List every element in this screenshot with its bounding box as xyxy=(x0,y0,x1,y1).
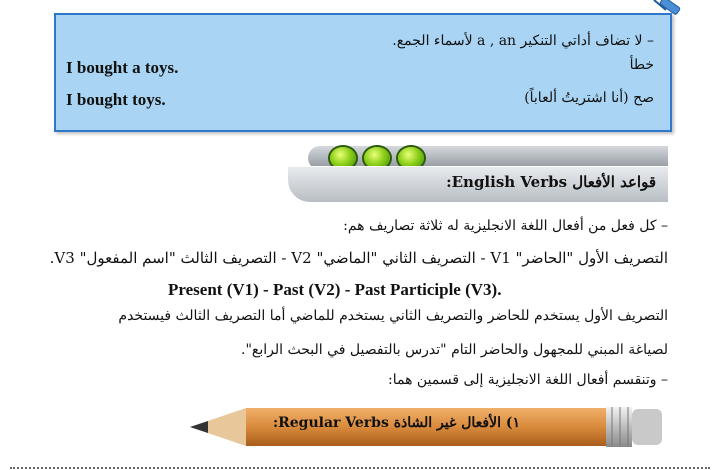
verbs-forms-usage-2: لصياغة المبني للمجهول والحاضر التام "تدرس بالتفصيل في البحث الرابع". xyxy=(241,342,668,358)
verbs-forms-usage-1: التصريف الأول يستخدم للحاضر والتصريف الثاني يستخدم للماضي أما التصريف الثالث فيستخدم xyxy=(118,308,668,324)
wrong-example: I bought a toys. xyxy=(66,58,179,77)
regular-verbs-label: ١) الأفعال غير الشاذة Regular Verbs: xyxy=(272,415,520,431)
right-label: صح (أنا اشتريتُ ألعاباً) xyxy=(524,90,654,106)
plural-article-rule: – لا تضاف أداتي التنكير a , an لأسماء الجمع. xyxy=(392,33,654,49)
verbs-forms-intro: – كل فعل من أفعال اللغة الانجليزية له ثلاثة تصاريف هم: xyxy=(343,218,668,234)
cut-off-text-line xyxy=(10,462,710,470)
verbs-division-intro: – وتنقسم أفعال اللغة الانجليزية إلى قسمين هما: xyxy=(388,372,668,388)
right-example: I bought toys. xyxy=(66,90,166,109)
verbs-forms-arabic: التصريف الأول "الحاضر" V1 - التصريف الثاني "الماضي" V2 - التصريف الثالث "اسم المفعول" V3. xyxy=(49,249,668,267)
section-title: قواعد الأفعال English Verbs: xyxy=(446,173,656,191)
note-box xyxy=(54,13,672,132)
wrong-label: خطأ xyxy=(629,57,654,73)
verbs-forms-english: Present (V1) - Past (V2) - Past Participle (V3). xyxy=(168,280,502,299)
pencil-banner xyxy=(190,402,670,452)
section-header xyxy=(288,146,668,202)
